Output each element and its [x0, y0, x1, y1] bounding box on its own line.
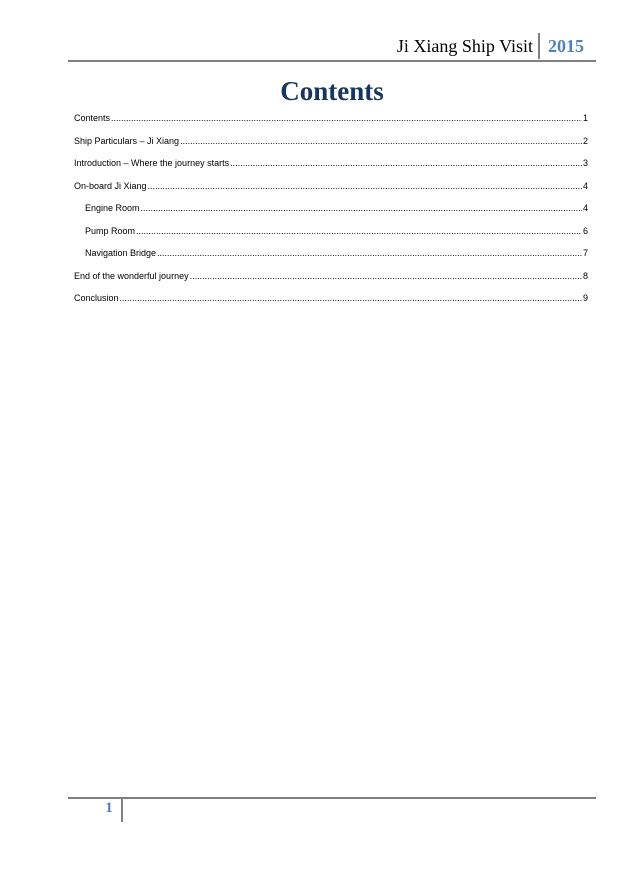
toc-leader-dots [111, 113, 582, 124]
toc-entry-ship-particulars[interactable] [74, 136, 588, 147]
toc-entry-text: Engine Room [85, 203, 140, 213]
toc-entry-conclusion[interactable] [74, 293, 588, 304]
toc-page-number: 3 [582, 158, 588, 168]
toc-entry-text: Ship Particulars – Ji Xiang [74, 135, 180, 146]
toc-entry-pump-room[interactable] [74, 226, 588, 237]
footer-page-number: 1 [105, 800, 113, 816]
toc-page-number: 4 [582, 180, 588, 191]
footer-separator [121, 798, 123, 822]
header-title: Ji Xiang Ship Visit [396, 35, 533, 56]
toc-entry-text: Navigation Bridge [85, 248, 157, 258]
toc-entry-on-board[interactable] [74, 181, 588, 192]
page-title: Contents [280, 76, 384, 106]
toc-entry-engine-room[interactable] [74, 203, 588, 214]
toc-page-number: 6 [582, 225, 588, 236]
toc-page-number: 2 [582, 135, 588, 146]
toc-entry-text: End of the wonderful journey [74, 270, 189, 281]
toc-entry-text: Introduction – Where the journey starts [74, 158, 230, 168]
toc-leader-dots [148, 181, 582, 192]
toc-entry-text: Contents [74, 113, 111, 123]
toc-leader-dots [141, 203, 582, 214]
toc-leader-dots [190, 271, 582, 282]
toc-leader-dots [180, 136, 582, 147]
toc-entry-end-of-journey[interactable] [74, 271, 588, 282]
toc-entry-contents[interactable] [74, 113, 588, 124]
toc-page-number: 7 [582, 248, 588, 258]
toc-entry-text: On-board Ji Xiang [74, 180, 147, 191]
footer-rule [68, 797, 596, 799]
toc-page-number: 1 [582, 113, 588, 123]
toc-leader-dots [136, 226, 582, 237]
toc-entry-text: Pump Room [85, 225, 136, 236]
toc-page-number: 9 [582, 293, 588, 303]
toc-leader-dots [157, 248, 582, 259]
toc-page-number: 8 [582, 270, 588, 281]
toc-leader-dots [120, 293, 582, 304]
page-header [68, 31, 596, 61]
header-year: 2015 [548, 35, 584, 56]
toc-entry-text: Conclusion [74, 293, 119, 303]
toc-entry-introduction[interactable] [74, 158, 588, 169]
header-rule [68, 60, 596, 62]
toc-entry-navigation-bridge[interactable] [74, 248, 588, 259]
toc-page-number: 4 [582, 203, 588, 213]
table-of-contents [74, 113, 588, 316]
toc-leader-dots [230, 158, 582, 169]
